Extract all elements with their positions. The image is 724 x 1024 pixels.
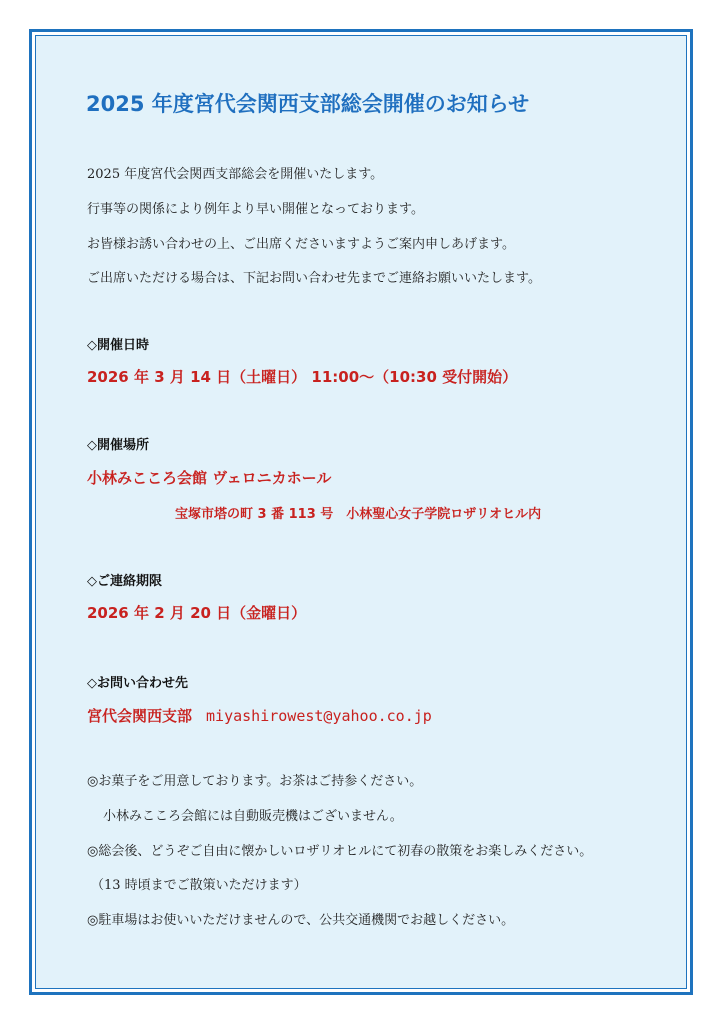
note-vending: 小林みこころ会館には自動販売機はございません。 [103, 809, 403, 824]
contact-name: 宮代会関西支部 [87, 707, 193, 725]
note-walk-time: （13 時頃までご散策いただけます） [91, 878, 307, 893]
contact-email-link[interactable]: miyashirowest@yahoo.co.jp [206, 707, 432, 725]
intro-line-1: 2025 年度宮代会関西支部総会を開催いたします。 [87, 167, 384, 182]
schedule-heading: ◇開催日時 [87, 338, 149, 353]
note-parking: ◎駐車場はお使いいただけませんので、公共交通機関でお越しください。 [87, 913, 515, 928]
venue-address: 宝塚市塔の町 3 番 113 号 小林聖心女子学院ロザリオヒル内 [175, 507, 542, 522]
venue-heading: ◇開催場所 [87, 438, 149, 453]
deadline-heading: ◇ご連絡期限 [87, 574, 162, 589]
note-walk: ◎総会後、どうぞご自由に懐かしいロザリオヒルにて初春の散策をお楽しみください。 [87, 844, 593, 859]
venue-name: 小林みこころ会館 ヴェロニカホール [87, 469, 332, 487]
contact-line [87, 705, 432, 726]
schedule-value: 2026 年 3 月 14 日（土曜日） 11:00～（10:30 受付開始） [87, 368, 518, 386]
page-title: 2025 年度宮代会関西支部総会開催のお知らせ [86, 92, 530, 116]
note-sweets: ◎お菓子をご用意しております。お茶はご持参ください。 [87, 774, 423, 789]
deadline-value: 2026 年 2 月 20 日（金曜日） [87, 604, 307, 622]
intro-line-4: ご出席いただける場合は、下記お問い合わせ先までご連絡お願いいたします。 [87, 271, 541, 286]
intro-line-2: 行事等の関係により例年より早い開催となっております。 [87, 202, 424, 217]
intro-line-3: お皆様お誘い合わせの上、ご出席くださいますようご案内申しあげます。 [87, 237, 515, 252]
contact-heading: ◇お問い合わせ先 [87, 676, 188, 691]
